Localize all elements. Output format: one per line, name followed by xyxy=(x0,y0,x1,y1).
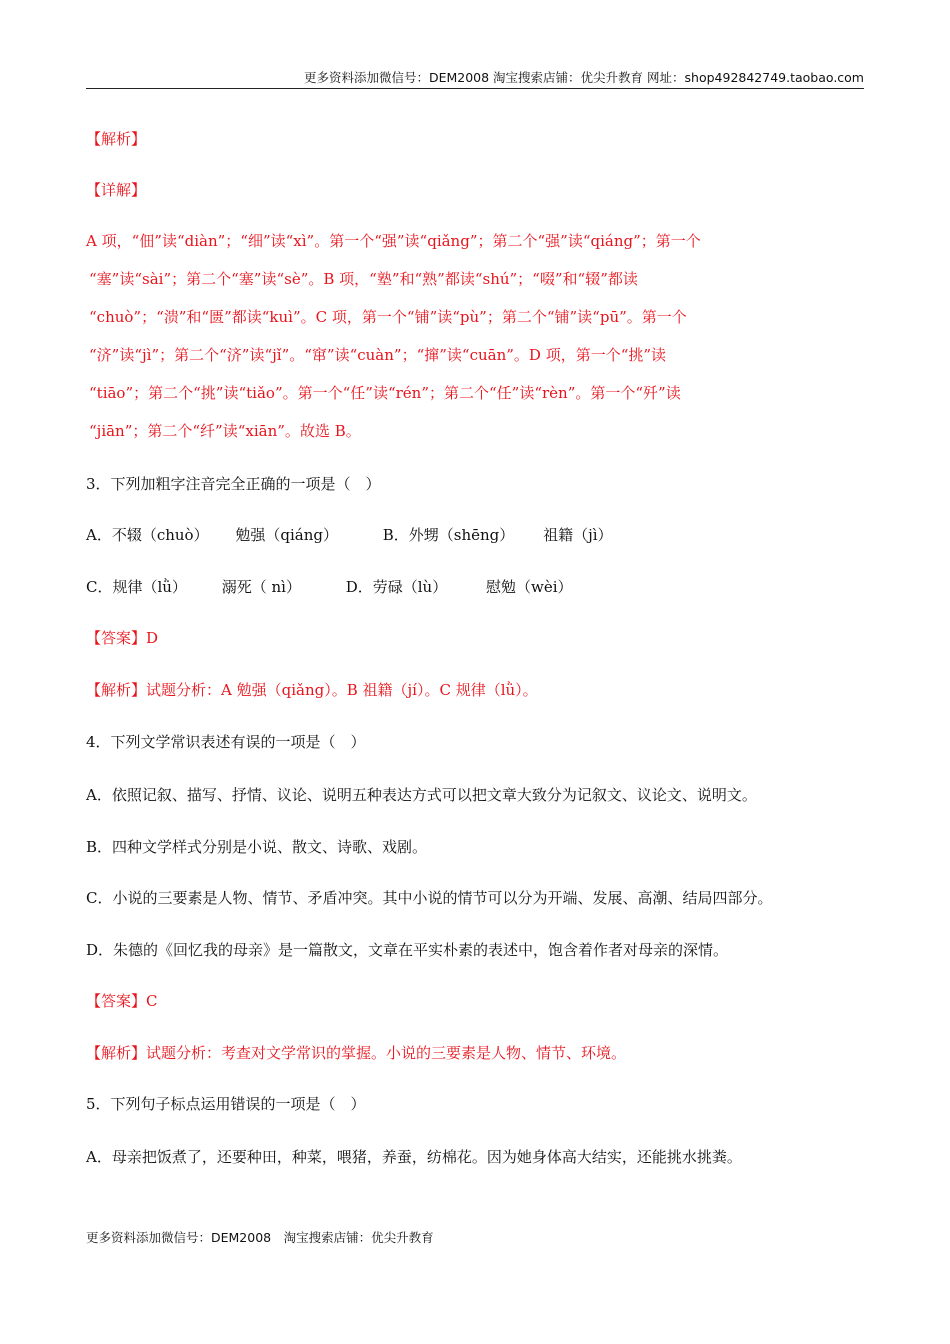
analysis-label: 【解析】 xyxy=(86,681,147,699)
analysis-text: 试题分析：A 勉强（qiǎng）。B 祖籍（jí）。C 规律（lǜ）。 xyxy=(146,681,538,699)
q3-analysis xyxy=(86,680,538,700)
analysis-text: 试题分析：考查对文学常识的掌握。小说的三要素是人物、情节、环境。 xyxy=(146,1044,627,1062)
q4-option-d: D．朱德的《回忆我的母亲》是一篇散文，文章在平实朴素的表述中，饱含着作者对母亲的深情。 xyxy=(86,941,729,959)
q3-option-a2: 勉强（qiáng） xyxy=(235,526,338,544)
q3-options-ab xyxy=(86,525,613,545)
q5-stem: 5．下列句子标点运用错误的一项是（ ） xyxy=(86,1095,366,1113)
q3-answer xyxy=(86,628,158,648)
detail-line: “济”读“jì”；第二个“济”读“jǐ”。“窜”读“cuàn”；“撺”读“cuān”。D 项，第一个“挑”读 xyxy=(89,346,667,364)
q4-option-b: B．四种文学样式分别是小说、散文、诗歌、戏剧。 xyxy=(86,838,428,856)
answer-value: D xyxy=(146,629,159,647)
q3-option-c2: 溺死（ nì） xyxy=(221,578,301,596)
detail-line: “jiān”；第二个“纤”读“xiān”。故选 B。 xyxy=(89,422,361,440)
detail-line: “塞”读“sài”；第二个“塞”读“sè”。B 项，“塾”和“熟”都读“shú”；“啜”和“辍”都读 xyxy=(89,270,638,288)
detail-line: A 项，“佃”读“diàn”；“细”读“xì”。第一个“强”读“qiǎng”；第二个“强”读“qiáng”；第一个 xyxy=(86,232,701,250)
q3-option-b1: B．外甥（shēng） xyxy=(382,526,515,544)
analysis-label: 【解析】 xyxy=(86,1044,147,1062)
detail-line: “chuò”；“溃”和“匮”都读“kuì”。C 项，第一个“铺”读“pù”；第二个“铺”读“pū”。第一个 xyxy=(89,308,687,326)
q3-option-d2: 慰勉（wèi） xyxy=(486,578,573,596)
jiexi-label: 【解析】 xyxy=(86,130,147,148)
q3-options-cd xyxy=(86,577,573,597)
q4-option-c: C．小说的三要素是人物、情节、矛盾冲突。其中小说的情节可以分为开端、发展、高潮、结局四部分。 xyxy=(86,889,773,907)
q5-option-a: A．母亲把饭煮了，还要种田，种菜，喂猪，养蚕，纺棉花。因为她身体高大结实，还能挑水挑粪。 xyxy=(86,1148,742,1166)
q3-stem: 3．下列加粗字注音完全正确的一项是（ ） xyxy=(86,475,381,493)
q3-option-d1: D．劳碌（lù） xyxy=(345,578,448,596)
page-footer: 更多资料添加微信号：DEM2008 淘宝搜索店铺：优尖升教育 xyxy=(86,1230,434,1245)
header-divider xyxy=(86,88,864,89)
xiangjie-label: 【详解】 xyxy=(86,181,147,199)
answer-value: C xyxy=(146,992,158,1010)
answer-label: 【答案】 xyxy=(86,992,147,1010)
q4-answer xyxy=(86,991,158,1011)
q3-option-b2: 祖籍（jì） xyxy=(543,526,613,544)
q3-option-a1: A．不辍（chuò） xyxy=(86,526,209,544)
q4-stem: 4．下列文学常识表述有误的一项是（ ） xyxy=(86,733,366,751)
detail-line: “tiāo”；第二个“挑”读“tiǎo”。第一个“任”读“rén”；第二个“任”读“rèn”。第一个“歼”读 xyxy=(89,384,681,402)
q4-option-a: A．依照记叙、描写、抒情、议论、说明五种表达方式可以把文章大致分为记叙文、议论文、说明文。 xyxy=(86,786,757,804)
answer-label: 【答案】 xyxy=(86,629,147,647)
q4-analysis xyxy=(86,1043,626,1063)
page-header: 更多资料添加微信号：DEM2008 淘宝搜索店铺：优尖升教育 网址：shop492842749.taobao.com xyxy=(303,70,864,85)
q3-option-c1: C．规律（lǜ） xyxy=(86,578,187,596)
